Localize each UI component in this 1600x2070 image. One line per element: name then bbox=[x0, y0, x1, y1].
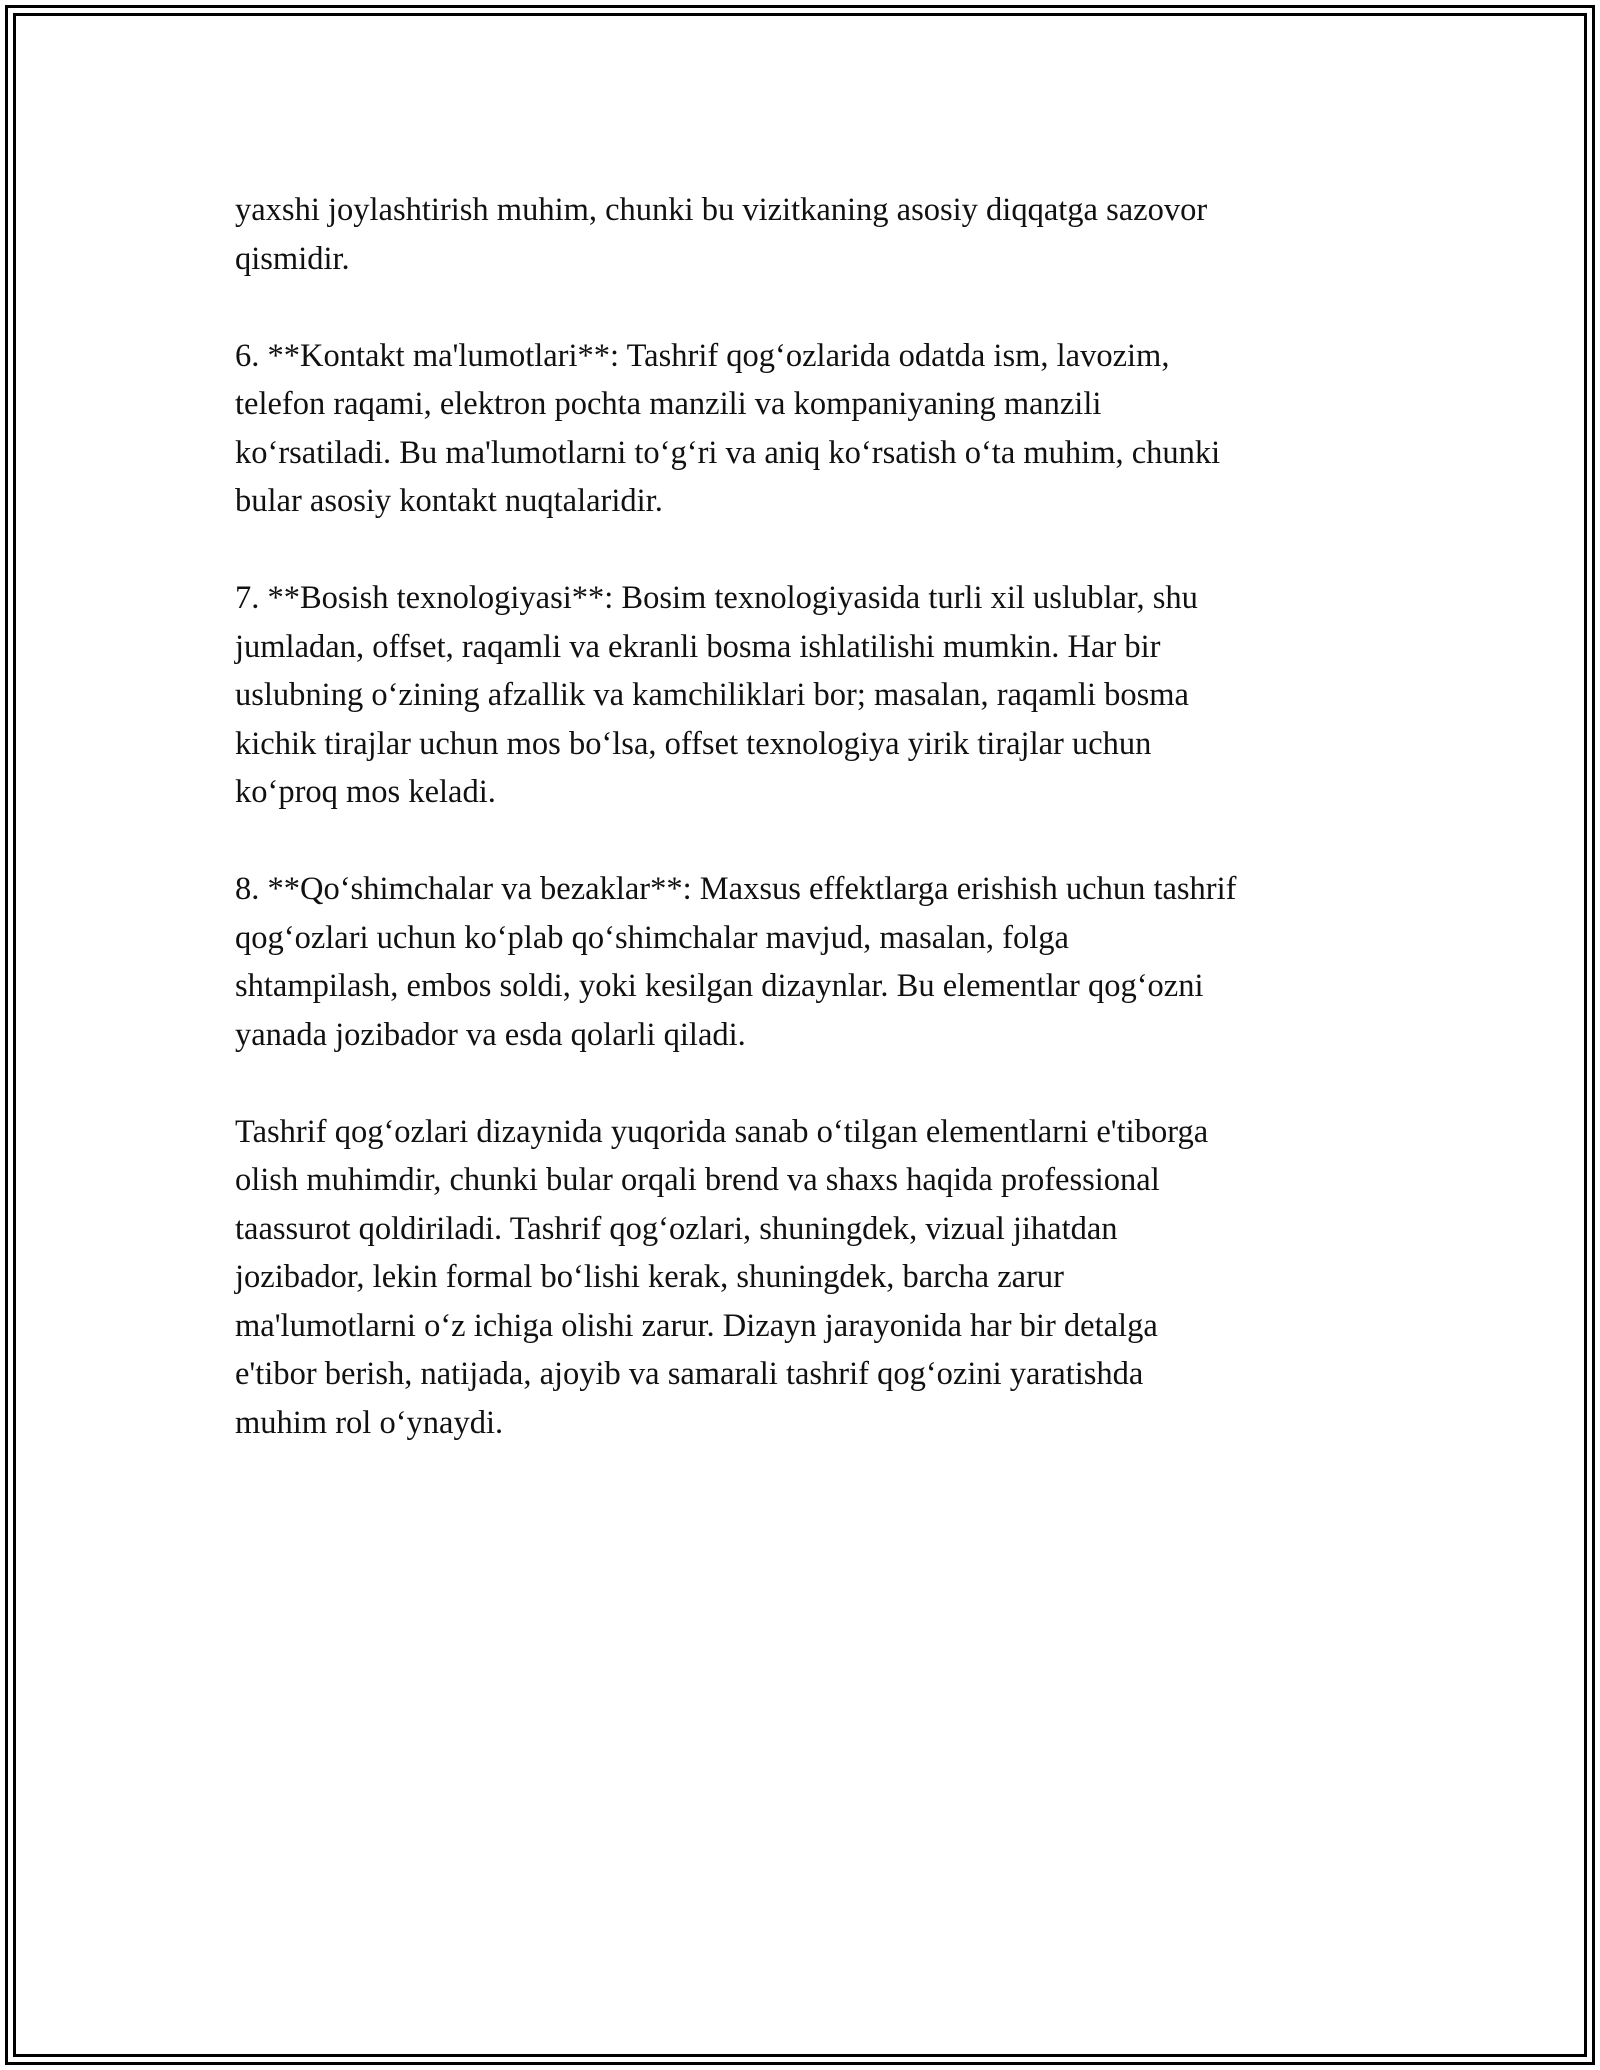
paragraph-item-8-finishes bbox=[235, 865, 1395, 1059]
text-line: olish muhimdir, chunki bular orqali brend va shaxs haqida professional bbox=[235, 1162, 1160, 1198]
text-line: taassurot qoldiriladi. Tashrif qog‘ozlari, shuningdek, vizual jihatdan bbox=[235, 1210, 1118, 1247]
text-line: 7. **Bosish texnologiyasi**: Bosim texnologiyasida turli xil uslublar, shu bbox=[235, 580, 1198, 616]
text-line: uslubning o‘zining afzallik va kamchiliklari bor; masalan, raqamli bosma bbox=[235, 677, 1189, 713]
text-line: muhim rol o‘ynaydi. bbox=[235, 1404, 504, 1441]
text-line: 8. **Qo‘shimchalar va bezaklar**: Maxsus effektlarga erishish uchun tashrif bbox=[235, 871, 1237, 907]
text-line: yanada jozibador va esda qolarli qiladi. bbox=[235, 1016, 746, 1053]
document-body bbox=[235, 186, 1395, 1496]
text-line: kichik tirajlar uchun mos bo‘lsa, offset texnologiya yirik tirajlar uchun bbox=[235, 725, 1152, 762]
paragraph-item-6-contact-info bbox=[235, 332, 1395, 526]
text-line: Tashrif qog‘ozlari dizaynida yuqorida sanab o‘tilgan elementlarni e'tiborga bbox=[235, 1113, 1209, 1150]
text-line: yaxshi joylashtirish muhim, chunki bu vizitkaning asosiy diqqatga sazovor bbox=[235, 192, 1208, 228]
text-line: jumladan, offset, raqamli va ekranli bosma ishlatilishi mumkin. Har bir bbox=[235, 628, 1161, 665]
paragraph-conclusion bbox=[235, 1108, 1395, 1448]
paragraph-item-7-printing-technology bbox=[235, 574, 1395, 817]
text-line: 6. **Kontakt ma'lumotlari**: Tashrif qog‘ozlarida odatda ism, lavozim, bbox=[235, 337, 1170, 374]
text-line: telefon raqami, elektron pochta manzili va kompaniyaning manzili bbox=[235, 386, 1102, 422]
text-line: ko‘rsatiladi. Bu ma'lumotlarni to‘g‘ri va aniq ko‘rsatish o‘ta muhim, chunki bbox=[235, 434, 1221, 471]
text-line: jozibador, lekin formal bo‘lishi kerak, shuningdek, barcha zarur bbox=[235, 1259, 1064, 1295]
text-line: ma'lumotlarni o‘z ichiga olishi zarur. Dizayn jarayonida har bir detalga bbox=[235, 1307, 1158, 1344]
text-line: e'tibor berish, natijada, ajoyib va samarali tashrif qog‘ozini yaratishda bbox=[235, 1356, 1144, 1392]
text-line: bular asosiy kontakt nuqtalaridir. bbox=[235, 483, 663, 519]
text-line: shtampilash, embos soldi, yoki kesilgan dizaynlar. Bu elementlar qog‘ozni bbox=[235, 968, 1204, 1004]
text-line: ko‘proq mos keladi. bbox=[235, 774, 496, 810]
text-line: qog‘ozlari uchun ko‘plab qo‘shimchalar mavjud, masalan, folga bbox=[235, 919, 1069, 956]
paragraph-intro-continuation bbox=[235, 186, 1395, 283]
text-line: qismidir. bbox=[235, 240, 350, 277]
